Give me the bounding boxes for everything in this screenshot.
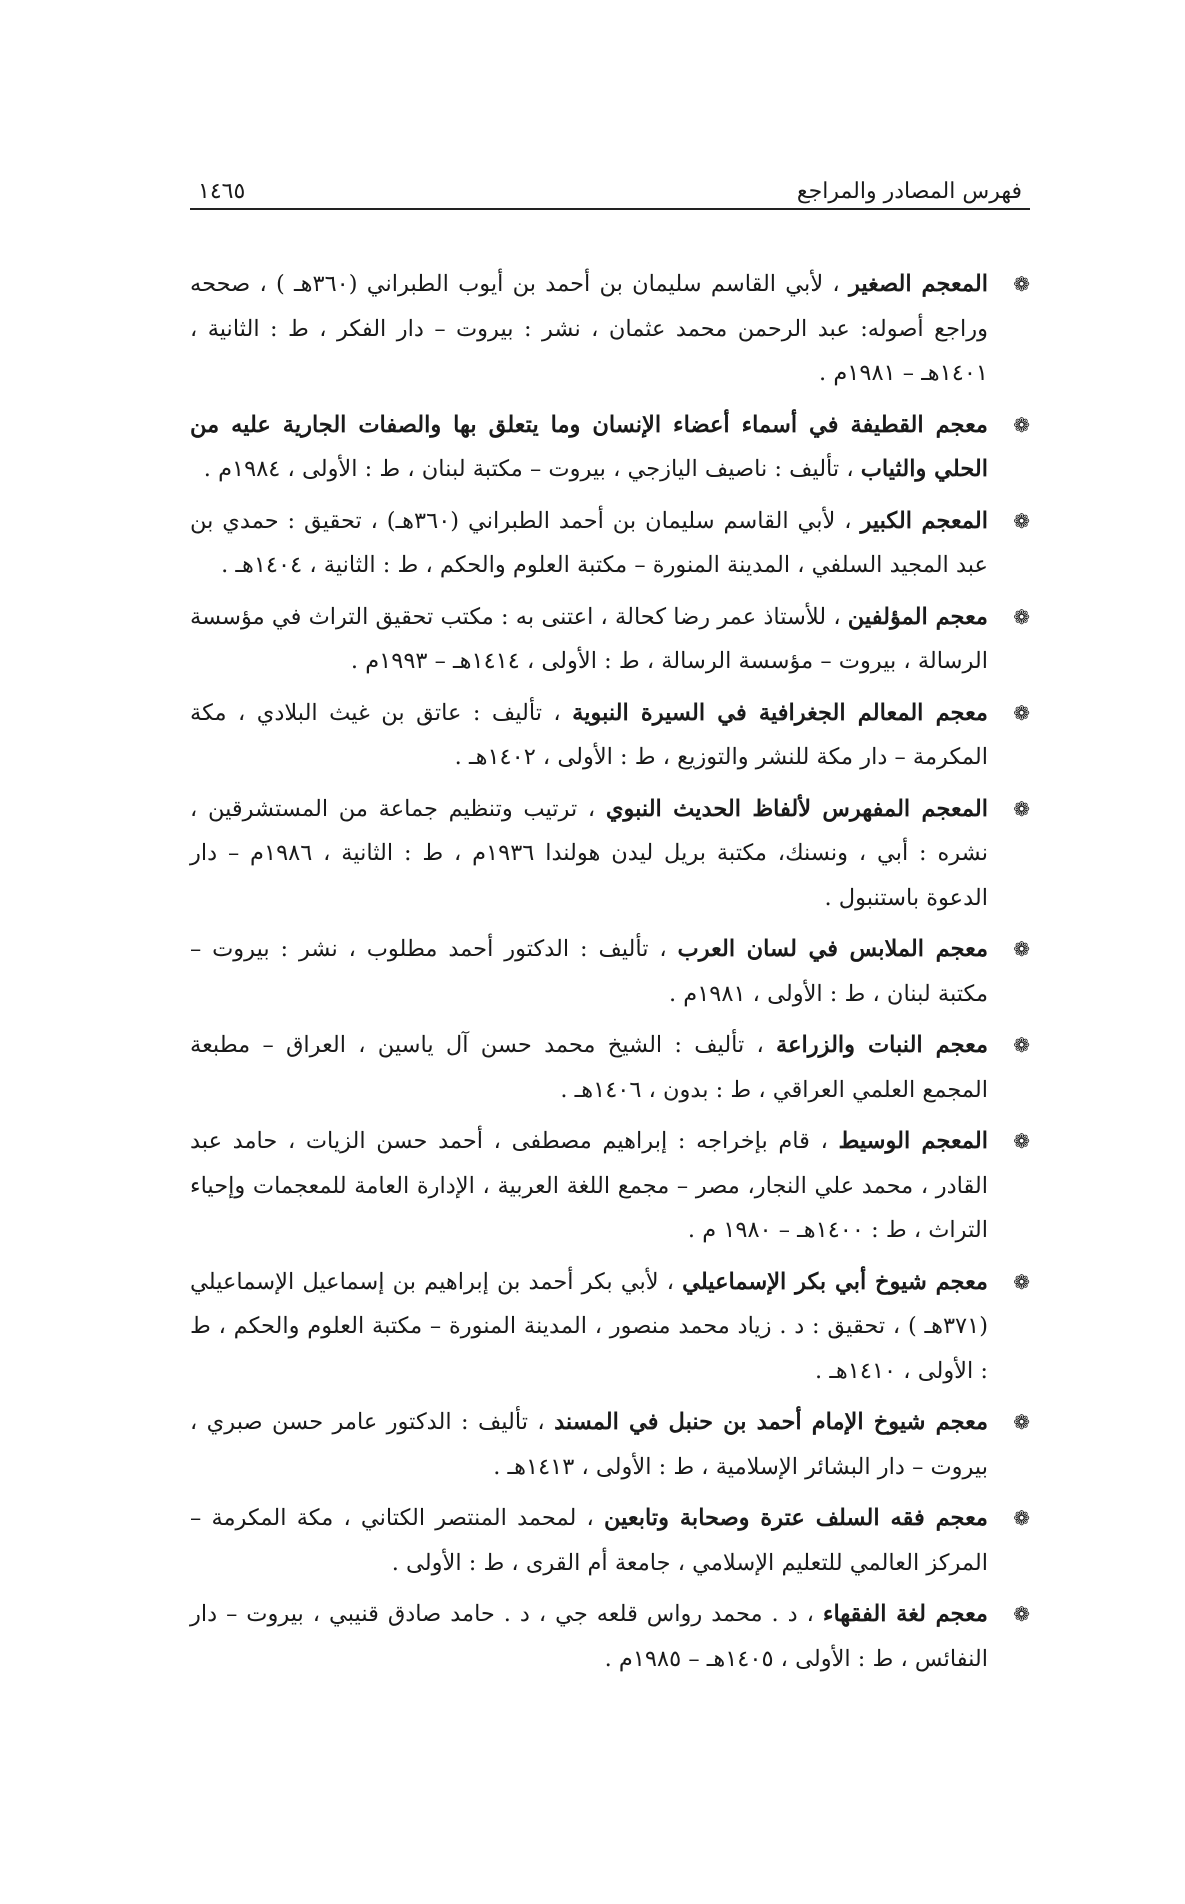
entry-title: معجم الملابس في لسان العرب <box>677 936 988 962</box>
entry-details: ، لأبي القاسم سليمان بن أحمد الطبراني (٣٦٠هـ) ، تحقيق : حمدي بن عبد المجيد السلفي ، المدينة المنورة – مكتبة العلوم والحكم ، ط : الثانية ، ١٤٠٤هـ . <box>190 507 988 578</box>
entry-details: ، تأليف : عاتق بن غيث البلادي ، مكة المكرمة – دار مكة للنشر والتوزيع ، ط : الأولى ، ١٤٠٢هـ . <box>190 699 988 770</box>
entry-details: ، للأستاذ عمر رضا كحالة ، اعتنى به : مكتب تحقيق التراث في مؤسسة الرسالة ، بيروت – مؤسسة الرسالة ، ط : الأولى ، ١٤١٤هـ – ١٩٩٣م . <box>190 603 988 674</box>
bibliography-entry <box>190 1260 1030 1394</box>
bibliography-entry <box>190 927 1030 1016</box>
running-header <box>190 160 1030 210</box>
entry-details: ، قام بإخراجه : إبراهيم مصطفى ، أحمد حسن الزيات ، حامد عبد القادر ، محمد علي النجار، مصر – مجمع اللغة العربية ، الإدارة العامة للمعجمات وإحياء التراث ، ط : ١٤٠٠هـ – ١٩٨٠ م . <box>190 1128 988 1243</box>
flower-ornament-icon: ❁ <box>1013 1602 1030 1626</box>
bibliography-entry <box>190 1496 1030 1585</box>
entry-title: المعجم الصغير <box>848 271 989 297</box>
entry-details: ، لأبي القاسم سليمان بن أحمد بن أيوب الطبراني (٣٦٠هـ ) ، صححه وراجع أصوله: عبد الرحمن محمد عثمان ، نشر : بيروت – دار الفكر ، ط : الثانية ، ١٤٠١هـ – ١٩٨١م . <box>190 271 988 386</box>
entry-title: معجم المعالم الجغرافية في السيرة النبوية <box>572 699 988 726</box>
flower-ornament-icon: ❁ <box>1013 1506 1030 1530</box>
page-number: ١٤٦٥ <box>198 179 246 204</box>
bibliography-entry <box>190 1119 1030 1253</box>
bibliography-entry <box>190 595 1030 684</box>
entry-title: المعجم الكبير <box>860 507 989 534</box>
entry-details: ، تأليف : الدكتور أحمد مطلوب ، نشر : بيروت – مكتبة لبنان ، ط : الأولى ، ١٩٨١م . <box>190 936 988 1007</box>
bibliography-entry <box>190 1023 1030 1112</box>
entry-title: معجم لغة الفقهاء <box>822 1601 988 1627</box>
entry-title: معجم شيوخ الإمام أحمد بن حنبل في المسند <box>554 1409 989 1435</box>
flower-ornament-icon: ❁ <box>1013 272 1030 296</box>
bibliography-entry <box>190 1592 1030 1681</box>
entry-details: ، تأليف : الدكتور عامر حسن صبري ، بيروت – دار البشائر الإسلامية ، ط : الأولى ، ١٤١٣هـ . <box>190 1409 988 1480</box>
bibliography-entry <box>190 787 1030 921</box>
bibliography-entry <box>190 262 1030 396</box>
flower-ornament-icon: ❁ <box>1013 508 1030 533</box>
entry-details: ، تأليف : ناصيف اليازجي ، بيروت – مكتبة لبنان ، ط : الأولى ، ١٩٨٤م . <box>203 456 861 482</box>
entry-details: ، لمحمد المنتصر الكتاني ، مكة المكرمة – المركز العالمي للتعليم الإسلامي ، جامعة أم القرى ، ط : الأولى . <box>190 1505 988 1576</box>
entry-details: ، ترتيب وتنظيم جماعة من المستشرقين ، نشره : أبي ، ونسنك، مكتبة بريل ليدن هولندا ١٩٣٦م ، ط : الثانية ، ١٩٨٦م – دار الدعوة باستنبول . <box>190 795 988 911</box>
flower-ornament-icon: ❁ <box>1013 937 1030 961</box>
header-title: فهرس المصادر والمراجع <box>796 179 1022 204</box>
flower-ornament-icon: ❁ <box>1013 1129 1030 1153</box>
entry-title: معجم النبات والزراعة <box>776 1032 989 1058</box>
book-page <box>190 160 1030 1688</box>
entry-title: معجم المؤلفين <box>847 603 988 630</box>
bibliography-entry <box>190 403 1030 492</box>
entry-title: معجم شيوخ أبي بكر الإسماعيلي <box>682 1268 988 1295</box>
entry-details: ، تأليف : الشيخ محمد حسن آل ياسين ، العراق – مطبعة المجمع العلمي العراقي ، ط : بدون ، ١٤٠٦هـ . <box>190 1032 988 1103</box>
flower-ornament-icon: ❁ <box>1013 604 1030 629</box>
bibliography-list <box>190 262 1030 1681</box>
entry-details: ، لأبي بكر أحمد بن إبراهيم بن إسماعيل الإسماعيلي (٣٧١هـ ) ، تحقيق : د . زياد محمد منصور ، المدينة المنورة – مكتبة العلوم والحكم ، ط : الأولى ، ١٤١٠هـ . <box>190 1268 988 1384</box>
flower-ornament-icon: ❁ <box>1013 796 1030 821</box>
entry-details: ، د . محمد رواس قلعه جي ، د . حامد صادق قنيبي ، بيروت – دار النفائس ، ط : الأولى ، ١٤٠٥هـ – ١٩٨٥م . <box>190 1601 988 1672</box>
flower-ornament-icon: ❁ <box>1013 412 1030 437</box>
flower-ornament-icon: ❁ <box>1013 1269 1030 1294</box>
flower-ornament-icon: ❁ <box>1013 1033 1030 1057</box>
entry-title: معجم القطيفة في أسماء أعضاء الإنسان وما يتعلق بها والصفات الجارية عليه من الحلي والثياب <box>190 411 988 482</box>
flower-ornament-icon: ❁ <box>1013 700 1030 725</box>
entry-title: معجم فقه السلف عترة وصحابة وتابعين <box>603 1505 988 1531</box>
flower-ornament-icon: ❁ <box>1013 1410 1030 1434</box>
bibliography-entry <box>190 1400 1030 1489</box>
bibliography-entry <box>190 499 1030 588</box>
bibliography-entry <box>190 691 1030 780</box>
entry-title: المعجم المفهرس لألفاظ الحديث النبوي <box>605 795 989 822</box>
entry-title: المعجم الوسيط <box>838 1128 989 1154</box>
